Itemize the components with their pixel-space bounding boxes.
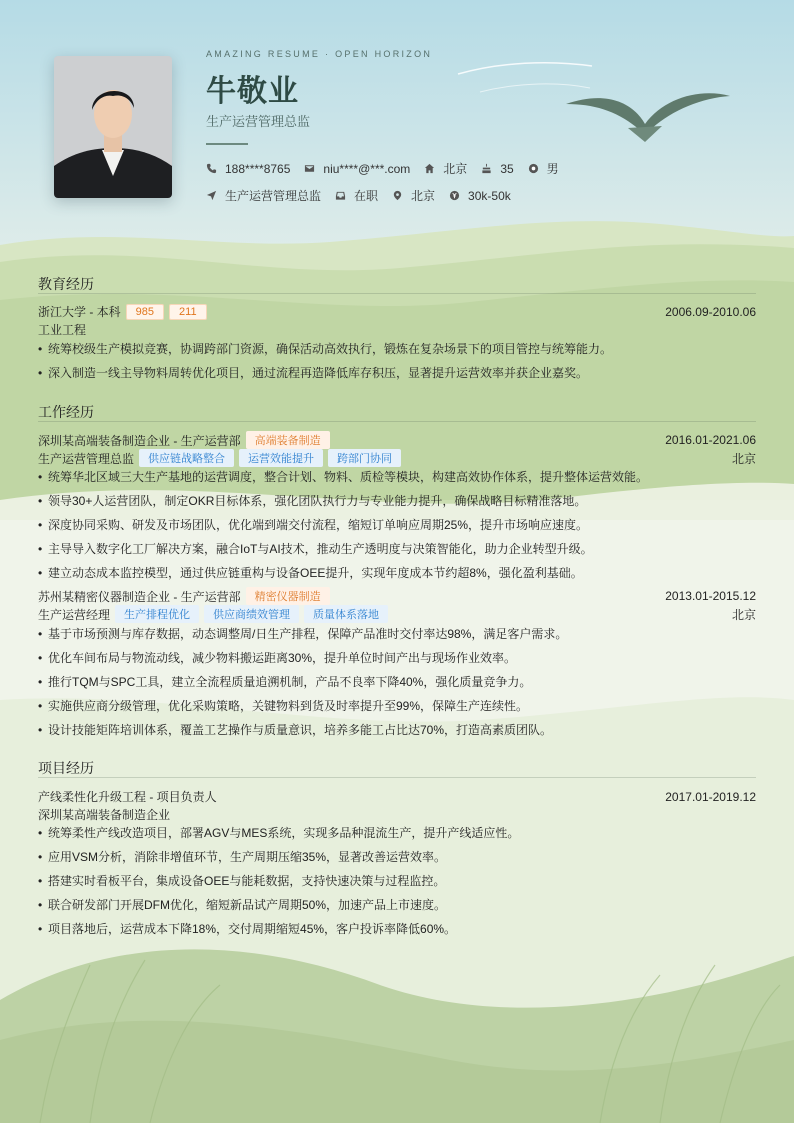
- work-bullet: • 统筹华北区域三大生产基地的运营调度，整合计划、物料、质检等模块，构建高效协作体系，提升整体运营效能。: [38, 468, 756, 485]
- skill-tag: 运营效能提升: [239, 449, 323, 467]
- school-tag-211: 211: [169, 304, 207, 320]
- location-icon: [392, 190, 403, 201]
- age-value: 35: [500, 161, 514, 176]
- work-section-title: 工作经历: [38, 404, 94, 420]
- work-bullet: • 优化车间布局与物流动线，减少物料搬运距离30%，提升单位时间产出与现场作业效率。: [38, 649, 756, 666]
- send-icon: [206, 190, 217, 201]
- hometown-value: 北京: [443, 162, 468, 176]
- contact-row: [206, 160, 573, 177]
- work-date: 2016.01-2021.06: [665, 433, 756, 447]
- work-entry-header: [38, 587, 756, 605]
- contact-age: [481, 162, 513, 176]
- education-bullet: • 统筹校级生产模拟竞赛，协调跨部门资源，确保活动高效执行，锻炼在复杂场景下的项目管控与统筹能力。: [38, 340, 756, 357]
- work-bullet: • 主导导入数字化工厂解决方案，融合IoT与AI技术，推动生产透明度与决策智能化，助力企业转型升级。: [38, 540, 756, 557]
- education-major: 工业工程: [38, 323, 87, 337]
- work-bullet: • 领导30+人运营团队，制定OKR目标体系，强化团队执行力与专业能力提升，确保战略目标精准落地。: [38, 492, 756, 509]
- email-value: niu****@***.com: [323, 161, 411, 176]
- phone-icon: [206, 163, 217, 174]
- phone-value: 188****8765: [225, 161, 291, 176]
- project-company-line: [38, 806, 756, 823]
- candidate-name: 牛敬业: [206, 75, 299, 108]
- gender-icon: [528, 163, 539, 174]
- inbox-icon: [335, 190, 346, 201]
- project-bullet: • 项目落地后，运营成本下降18%，交付周期缩短45%，客户投诉率降低60%。: [38, 920, 756, 937]
- work-company: 深圳某高端装备制造企业 - 生产运营部: [38, 433, 241, 448]
- skill-tag: 质量体系落地: [304, 605, 388, 623]
- education-school: 浙江大学 - 本科: [38, 305, 121, 319]
- intention-city: [392, 187, 435, 204]
- contact-hometown: [424, 160, 467, 177]
- project-divider: [38, 777, 756, 778]
- education-divider: [38, 293, 756, 294]
- intention-status-value: 在职: [354, 189, 379, 203]
- intention-salary-value: 30k-50k: [468, 188, 511, 203]
- work-bullet: • 推行TQM与SPC工具，建立全流程质量追溯机制，产品不良率下降40%，强化质量竞争力。: [38, 673, 756, 690]
- project-company: 深圳某高端装备制造企业: [38, 808, 171, 822]
- intention-position: [206, 187, 321, 204]
- work-bullet: • 建立动态成本监控模型，通过供应链重构与设备OEE提升，实现年度成本节约超8%，强化盈利基础。: [38, 564, 756, 581]
- intention-position-value: 生产运营管理总监: [225, 189, 322, 203]
- skill-tag: 供应链战略整合: [139, 449, 234, 467]
- skill-tag: 生产排程优化: [115, 605, 199, 623]
- home-icon: [424, 163, 435, 174]
- project-bullet: • 应用VSM分析，消除非增值环节，生产周期压缩35%，显著改善运营效率。: [38, 848, 756, 865]
- education-major-line: [38, 321, 756, 338]
- mail-icon: [304, 163, 315, 174]
- work-date: 2013.01-2015.12: [665, 589, 756, 603]
- cake-icon: [481, 163, 492, 174]
- project-bullet: • 搭建实时看板平台，集成设备OEE与能耗数据，支持快速决策与过程监控。: [38, 872, 756, 889]
- education-entry-header: [38, 303, 756, 320]
- project-date: 2017.01-2019.12: [665, 789, 756, 804]
- title-divider: [206, 143, 248, 145]
- work-bullet: • 基于市场预测与库存数据，动态调整周/日生产排程，保障产品准时交付率达98%，满足客户需求。: [38, 625, 756, 642]
- project-section-title: 项目经历: [38, 760, 94, 776]
- project-name: 产线柔性化升级工程 - 项目负责人: [38, 790, 217, 804]
- work-role: 生产运营经理: [38, 607, 111, 622]
- work-role-line: [38, 605, 756, 623]
- project-bullet: • 统筹柔性产线改造项目，部署AGV与MES系统，实现多品种混流生产，提升产线适应性。: [38, 824, 756, 841]
- industry-tag: 精密仪器制造: [246, 587, 330, 605]
- intention-city-value: 北京: [411, 189, 436, 203]
- project-bullet: • 联合研发部门开展DFM优化，缩短新品试产周期50%，加速产品上市速度。: [38, 896, 756, 913]
- resume-tagline: AMAZING RESUME · OPEN HORIZON: [206, 49, 433, 59]
- contact-email: [304, 162, 410, 176]
- work-role: 生产运营管理总监: [38, 451, 135, 466]
- profile-photo: [54, 56, 172, 198]
- school-tag-985: 985: [126, 304, 164, 320]
- education-date: 2006.09-2010.06: [665, 304, 756, 319]
- work-divider: [38, 421, 756, 422]
- intention-salary: [449, 189, 511, 203]
- work-city: 北京: [731, 451, 756, 466]
- intention-row: [206, 187, 525, 204]
- work-entry-header: [38, 431, 756, 449]
- work-bullet: • 实施供应商分级管理，优化采购策略，关键物料到货及时率提升至99%，保障生产连续性。: [38, 697, 756, 714]
- intention-status: [335, 187, 378, 204]
- work-company: 苏州某精密仪器制造企业 - 生产运营部: [38, 589, 241, 604]
- candidate-title: 生产运营管理总监: [206, 114, 311, 129]
- skill-tag: 跨部门协同: [328, 449, 401, 467]
- skill-tag: 供应商绩效管理: [204, 605, 299, 623]
- education-bullet: • 深入制造一线主导物料周转优化项目，通过流程再造降低库存积压，显著提升运营效率并获企业嘉奖。: [38, 364, 756, 381]
- project-entry-header: [38, 788, 756, 805]
- work-city: 北京: [731, 607, 756, 622]
- work-bullet: • 深度协同采购、研发及市场团队，优化端到端交付流程，缩短订单响应周期25%，提升市场响应速度。: [38, 516, 756, 533]
- gender-value: 男: [546, 162, 559, 176]
- salary-icon: [449, 190, 460, 201]
- work-role-line: [38, 449, 756, 467]
- industry-tag: 高端装备制造: [246, 431, 330, 449]
- contact-phone: [206, 162, 290, 176]
- education-section-title: 教育经历: [38, 276, 94, 292]
- contact-gender: [528, 160, 559, 177]
- work-bullet: • 设计技能矩阵培训体系，覆盖工艺操作与质量意识，培养多能工占比达70%，打造高素质团队。: [38, 721, 756, 738]
